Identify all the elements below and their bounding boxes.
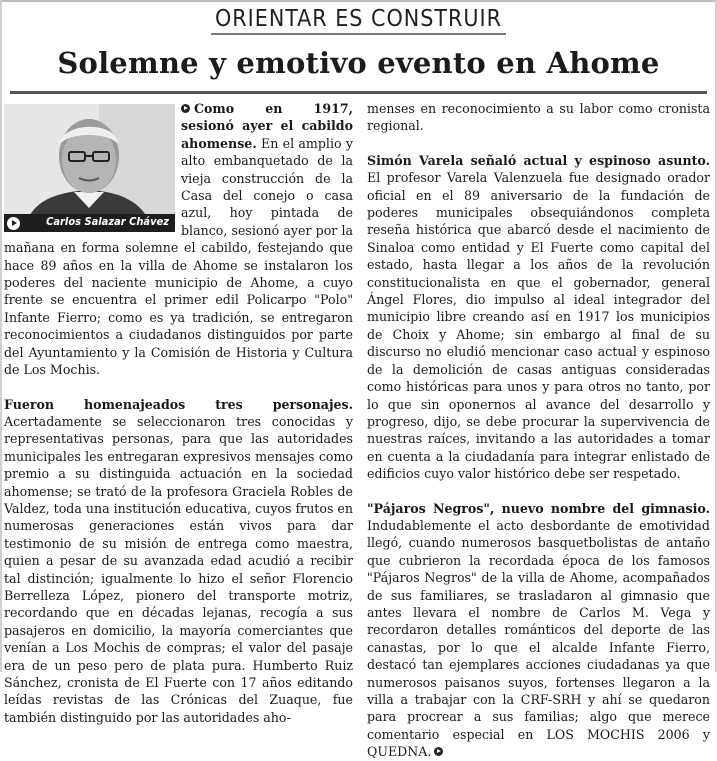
photo-caption-bar [4,214,175,232]
top-border [2,0,715,2]
column-left [4,100,353,726]
intro-lead: Como en 1917, sesionó ayer el cabildo ahomense. [181,101,353,151]
pajaros-negros-lead: "Pájaros Negros", nuevo nombre del gimnasio. [367,500,710,516]
section-title: ORIENTAR ES CONSTRUIR [211,6,506,35]
intro-body: En el amplio y alto embanquetado de la vieja construcción de la Casa del conejo o casa azul, hoy pintada de blanco, sesionó ayer por la mañana en forma solemne el cabildo, festejando que hace 89 años en la villa de Ahome se instalaron los poderes del naciente municipio de Ahome, a cuyo frente se encuentra el primer edil Policarpo "Polo" Infante Fierro; como es ya tradición, se entregaron reconocimientos a ciudadanos distinguidos por parte del Ayuntamiento y la Comisión de Historia y Cultura de Los Mochis. [4,135,353,378]
simon-varela-body: El profesor Varela Valenzuela fue designado orador oficial en el 89 aniversario de la fundación de poderes municipales obsequiándonos completa reseña histórica que abarcó desde el nacimiento de Sinaloa como entidad y El Fuerte como capital del estado, hasta llegar a los años de la revolución constitucionalista en que el gobernador, general Ángel Flores, dio impulso al ideal integrador del municipio libre creando así en 1917 los municipios de Choix y Ahome; sin embargo al final de su discurso no eludió mencionar caso actual y espinoso de la demolición de casas antiguas consideradas como históricas para unos y para otros no tanto, por lo que sin oponernos al avance del desarrollo y progreso, dijo, se debe procurar la supervivencia de nuestras raíces, invitando a las autoridades a tomar en cuenta a la ciudadanía para integrar enlistado de edificios cuyo valor histórico debe ser respetado. [367,170,710,482]
paragraph-homenajeados [4,396,353,727]
play-icon [7,217,20,230]
homenajeados-body: Acertadamente se seleccionaron tres conocidas y representativas personas, para que las autoridades municipales les entregaran expresivos mensajes como premio a su distinguida actuación en la sociedad ahomense; se trató de la profesora Graciela Robles de Valdez, toda una institución educativa, cuyos frutos en numerosas generaciones están vivos para dar testimonio de su misión de entrega como maestra, quien a pesar de su avanzada edad acudió a recibir tal distinción; igualmente lo hizo el señor Florencio Berrelleza López, pionero del transporte motriz, recordando que en décadas lejanas, recogía a sus pasajeros en domicilio, la mayoría comerciantes que venían a Los Mochis de compras; el valor del pasaje era de un peso pero de plata pura. Humberto Ruiz Sánchez, cronista de El Fuerte con 17 años editando leídas revistas de las Crónicas del Zuaque, fue también distinguido por las autoridades aho- [4,413,353,725]
simon-varela-lead: Simón Varela señaló actual y espinoso asunto. [367,152,710,168]
section-label [0,6,717,32]
end-mark-icon [434,747,443,756]
photo-caption: Carlos Salazar Chávez [46,214,169,228]
paragraph-simon-varela [367,152,710,483]
continuation-body: menses en reconocimiento a su labor como cronista regional. [367,101,710,134]
column-right [367,100,710,761]
headline-rule [10,91,707,94]
pajaros-negros-body: Indudablemente el acto desbordante de emotividad llegó, cuando numerosos basquetbolistas de antaño que cubrieron la recordada época de los famosos "Pájaros Negros" de la villa de Ahome, acompañados de sus familiares, se trasladaron al gimnasio que antes llevara el nombre de Carlos M. Vega y recordaron detalles románticos del deporte de las canastas, por lo que el alcalde Infante Fierro, destacó tan ejemplares acciones ciudadanas ya que numerosos paisanos suyos, fortenses llegaron a la villa a trabajar con la CRF-SRH y ahí se quedaron para procrear a sus familias; algo que merece comentario especial en LOS MOCHIS 2006 y QUEDNA. [367,517,710,760]
arrow-bullet-icon [181,104,190,113]
paragraph-pajaros-negros [367,500,710,761]
paragraph-continuation [367,100,710,135]
left-border [0,0,2,672]
author-photo [4,104,175,232]
homenajeados-lead: Fueron homenajeados tres personajes. [4,396,353,412]
headline: Solemne y emotivo evento en Ahome [57,46,660,80]
